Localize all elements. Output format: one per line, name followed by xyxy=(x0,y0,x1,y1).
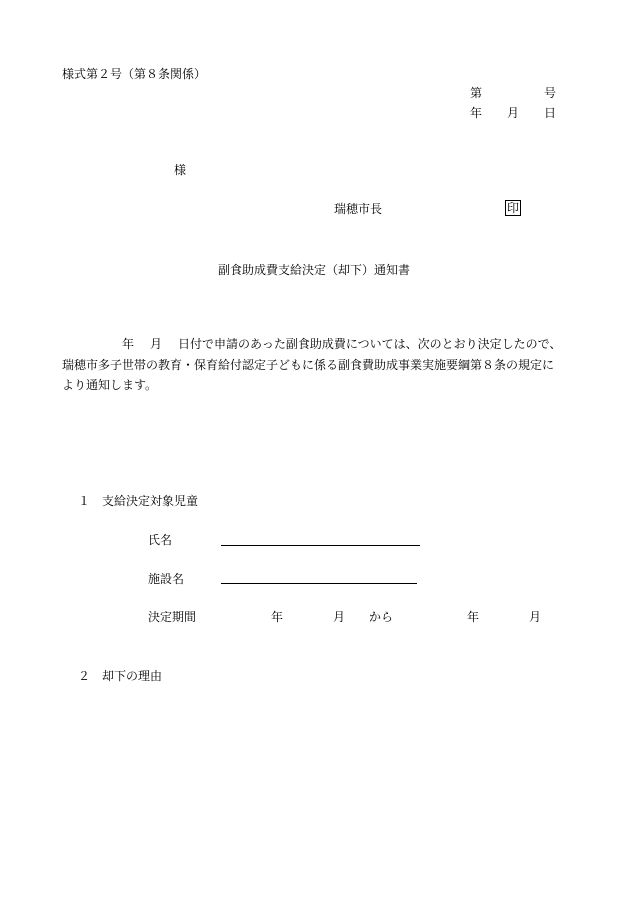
number-prefix: 第 xyxy=(470,86,483,100)
number-suffix: 号 xyxy=(544,86,557,100)
body-paragraph xyxy=(62,334,562,396)
period-from-word: から xyxy=(369,610,394,624)
seal-label: 印 xyxy=(507,201,520,215)
section1-heading: １ 支給決定対象児童 xyxy=(78,494,199,508)
issuer-title: 瑞穂市長 xyxy=(334,202,383,216)
period-from-month: 月 xyxy=(333,610,346,624)
body-text: 日付で申請のあった副食助成費については、次のとおり決定したので、瑞穂市多子世帯の教育・保育給付認定子どもに係る副食費助成事業実施要綱第８条の規定により通知します。 xyxy=(62,337,562,392)
body-month: 月 xyxy=(150,337,163,351)
period-label: 決定期間 xyxy=(148,610,197,624)
name-fill-line[interactable] xyxy=(221,545,420,546)
form-label: 様式第２号（第８条関係） xyxy=(62,67,207,81)
date-month: 月 xyxy=(507,106,520,120)
seal-mark xyxy=(505,200,521,216)
body-year: 年 xyxy=(122,337,135,351)
facility-fill-line[interactable] xyxy=(221,583,417,584)
name-label: 氏名 xyxy=(148,533,173,547)
document-title: 副食助成費支給決定（却下）通知書 xyxy=(218,263,411,277)
facility-label: 施設名 xyxy=(148,572,185,586)
date-year: 年 xyxy=(470,106,483,120)
addressee-honorific: 様 xyxy=(174,163,187,177)
date-day: 日 xyxy=(544,106,557,120)
period-to-month: 月 xyxy=(529,610,542,624)
section2-heading: ２ 却下の理由 xyxy=(78,669,163,683)
period-to-year: 年 xyxy=(467,610,480,624)
period-from-year: 年 xyxy=(271,610,284,624)
